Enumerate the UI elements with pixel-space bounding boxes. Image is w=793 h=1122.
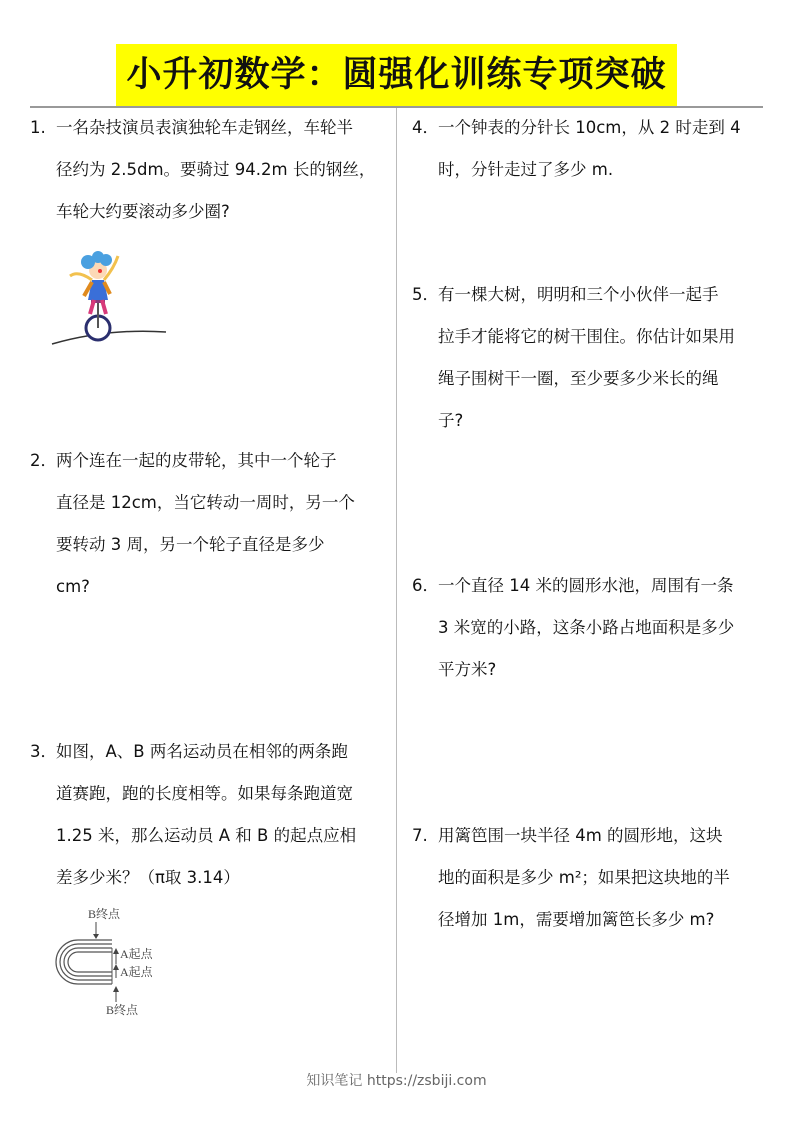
problem-text-line: 平方米?: [438, 660, 497, 679]
problem-text-line: 径约为 2.5dm。要骑过 94.2m 长的钢丝，: [56, 160, 376, 179]
problem-text-line: 一名杂技演员表演独轮车走钢丝，车轮半: [56, 118, 353, 137]
label-a-start-2: A起点: [120, 965, 153, 979]
problem-text-line: 如图，A、B 两名运动员在相邻的两条跑: [56, 742, 348, 761]
problem-number: 7.: [412, 826, 428, 845]
problem-text-line: 地的面积是多少 m²；如果把这块地的半: [438, 868, 730, 887]
problem-number: 3．: [30, 742, 57, 761]
label-b-end-top: B终点: [88, 907, 121, 921]
problem-text-line: cm?: [56, 577, 90, 596]
problem-number: 5．: [412, 285, 439, 304]
problem-text-line: 1.25 米，那么运动员 A 和 B 的起点应相: [56, 826, 357, 845]
problem-text-line: 要转动 3 周，另一个轮子直径是多少: [56, 535, 325, 554]
problem-number: 2．: [30, 451, 57, 470]
problem-number: 1.: [30, 118, 46, 137]
problem-text-line: 用篱笆围一块半径 4m 的圆形地，这块: [438, 826, 723, 845]
problem-text-line: 两个连在一起的皮带轮，其中一个轮子: [56, 451, 337, 470]
column-divider: [396, 108, 397, 1073]
problem-text-line: 车轮大约要滚动多少圈?: [56, 202, 230, 221]
page-footer: 知识笔记 https://zsbiji.com: [306, 1073, 487, 1089]
problem-text-line: 径增加 1m，需要增加篱笆长多少 m?: [438, 910, 715, 929]
problem-text-line: 一个直径 14 米的圆形水池，周围有一条: [438, 576, 734, 595]
problem-text-line: 有一棵大树，明明和三个小伙伴一起手: [438, 285, 719, 304]
problem-number: 6．: [412, 576, 439, 595]
problem-text-line: 绳子围树干一圈，至少要多少米长的绳: [438, 369, 719, 388]
problem-text-line: 道赛跑，跑的长度相等。如果每条跑道宽: [56, 784, 353, 803]
running-track-figure: [44, 902, 184, 1022]
label-b-end-bottom: B终点: [106, 1003, 139, 1017]
problem-text-line: 一个钟表的分针长 10cm，从 2 时走到 4: [438, 118, 741, 137]
unicycle-acrobat-figure: [48, 240, 170, 352]
problem-text-line: 3 米宽的小路，这条小路占地面积是多少: [438, 618, 735, 637]
problem-text-line: 子?: [438, 411, 464, 430]
problem-number: 4．: [412, 118, 439, 137]
problem-text-line: 直径是 12cm，当它转动一周时，另一个: [56, 493, 355, 512]
problem-text-line: 时，分针走过了多少 m.: [438, 160, 614, 179]
problem-text-line: 拉手才能将它的树干围住。你估计如果用: [438, 327, 735, 346]
page-title: 小升初数学：圆强化训练专项突破: [116, 44, 677, 106]
label-a-start-1: A起点: [120, 947, 153, 961]
problem-text-line: 差多少米？（π取 3.14）: [56, 868, 240, 887]
